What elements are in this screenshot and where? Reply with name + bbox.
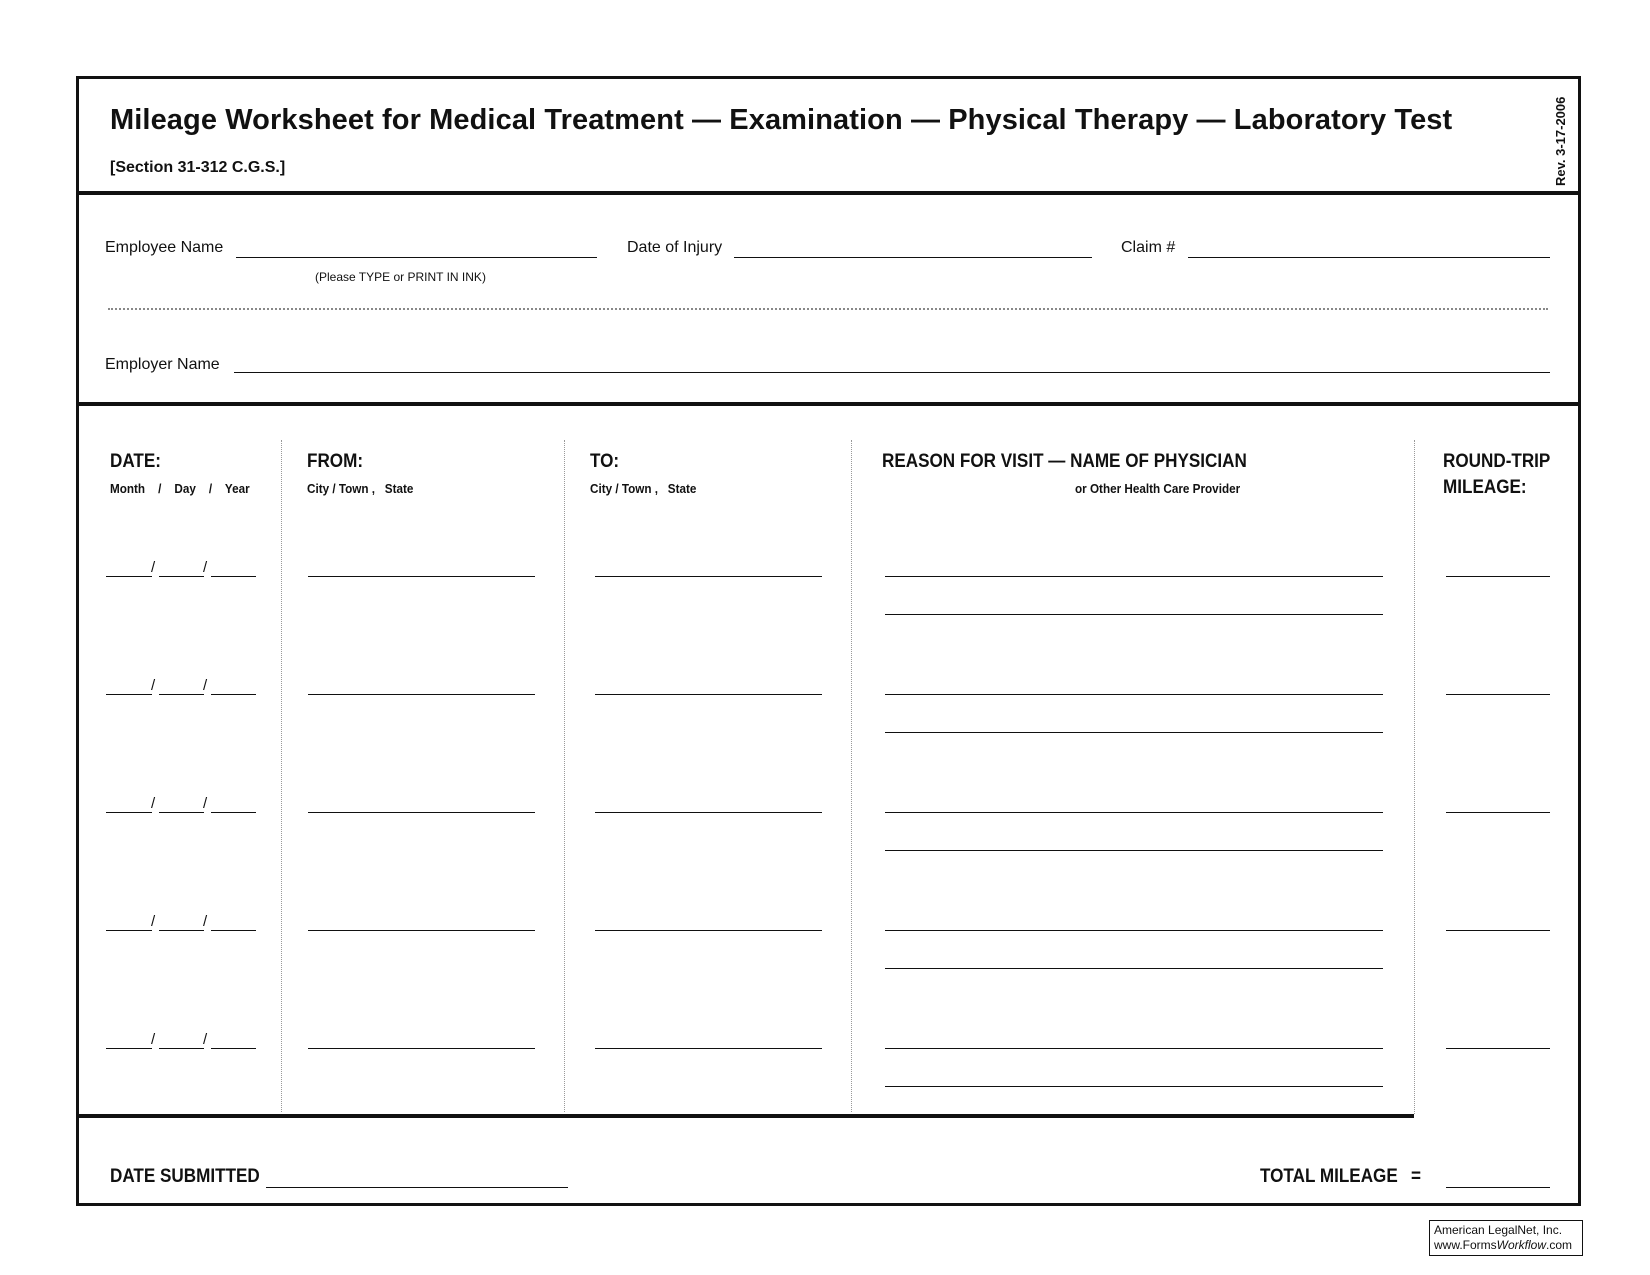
to-column-title: TO: — [590, 451, 620, 472]
form-frame — [76, 76, 1581, 1206]
reason-field-line2[interactable] — [885, 850, 1383, 851]
from-field[interactable] — [308, 694, 535, 695]
reason-field[interactable] — [885, 930, 1383, 931]
from-column-subtitle: City / Town , State — [307, 481, 414, 496]
date-year-field[interactable] — [211, 694, 256, 695]
employer-name-field[interactable] — [234, 372, 1550, 373]
to-field[interactable] — [595, 1048, 822, 1049]
statute-reference: [Section 31-312 C.G.S.] — [110, 159, 286, 176]
date-month-field[interactable] — [106, 694, 152, 695]
url-italic: Workflow — [1496, 1238, 1547, 1252]
reason-field[interactable] — [885, 1048, 1383, 1049]
footer-divider — [76, 1114, 1414, 1118]
to-field[interactable] — [595, 576, 822, 577]
reason-field-line2[interactable] — [885, 1086, 1383, 1087]
date-submitted-field[interactable] — [266, 1187, 568, 1188]
column-separator-from-to — [564, 440, 565, 1112]
date-day-field[interactable] — [159, 1048, 204, 1049]
date-column-subtitle — [110, 481, 250, 496]
from-field[interactable] — [308, 1048, 535, 1049]
column-separator-to-reason — [851, 440, 852, 1112]
to-field[interactable] — [595, 694, 822, 695]
date-day-field[interactable] — [159, 694, 204, 695]
column-separator-reason-mileage — [1414, 440, 1415, 1114]
date-separator: / — [203, 913, 208, 930]
dotted-separator — [108, 308, 1548, 310]
day-label: Day — [174, 481, 196, 496]
total-mileage-field[interactable] — [1446, 1187, 1550, 1188]
date-separator: / — [203, 677, 208, 694]
date-separator: / — [151, 677, 156, 694]
date-column-title: DATE: — [110, 451, 161, 472]
date-separator: / — [151, 559, 156, 576]
date-separator: / — [158, 481, 162, 496]
date-year-field[interactable] — [211, 812, 256, 813]
url-prefix: www.Forms — [1434, 1238, 1497, 1252]
to-column-subtitle: City / Town , State — [590, 481, 697, 496]
date-month-field[interactable] — [106, 1048, 152, 1049]
total-mileage-label: TOTAL MILEAGE — [1260, 1166, 1398, 1187]
round-trip-mileage-field[interactable] — [1446, 812, 1550, 813]
date-year-field[interactable] — [211, 1048, 256, 1049]
date-separator: / — [208, 481, 213, 496]
revision-date: Rev. 3-17-2006 — [1553, 96, 1568, 186]
date-day-field[interactable] — [159, 812, 204, 813]
reason-field[interactable] — [885, 812, 1383, 813]
from-field[interactable] — [308, 930, 535, 931]
date-separator: / — [203, 1031, 208, 1048]
to-field[interactable] — [595, 812, 822, 813]
url-suffix: .com — [1546, 1238, 1573, 1252]
date-separator: / — [151, 1031, 156, 1048]
claim-number-label: Claim # — [1121, 239, 1176, 256]
round-trip-mileage-field[interactable] — [1446, 930, 1550, 931]
year-label: Year — [224, 481, 250, 496]
mileage-column-title-line2: MILEAGE: — [1443, 477, 1527, 498]
equals-sign: = — [1411, 1166, 1421, 1187]
reason-field[interactable] — [885, 694, 1383, 695]
employee-name-label: Employee Name — [105, 239, 224, 256]
reason-field[interactable] — [885, 576, 1383, 577]
mileage-column-title: ROUND-TRIP — [1443, 451, 1551, 472]
reason-field-line2[interactable] — [885, 614, 1383, 615]
publisher-credit — [1429, 1220, 1583, 1256]
date-month-field[interactable] — [106, 812, 152, 813]
date-separator: / — [203, 795, 208, 812]
from-field[interactable] — [308, 576, 535, 577]
fields-divider — [76, 402, 1581, 406]
date-separator: / — [151, 795, 156, 812]
from-column-title: FROM: — [307, 451, 364, 472]
round-trip-mileage-field[interactable] — [1446, 576, 1550, 577]
date-day-field[interactable] — [159, 576, 204, 577]
header-divider — [76, 191, 1581, 195]
reason-field-line2[interactable] — [885, 968, 1383, 969]
reason-column-subtitle: or Other Health Care Provider — [1075, 481, 1241, 496]
date-separator: / — [203, 559, 208, 576]
date-year-field[interactable] — [211, 576, 256, 577]
round-trip-mileage-field[interactable] — [1446, 1048, 1550, 1049]
date-day-field[interactable] — [159, 930, 204, 931]
round-trip-mileage-field[interactable] — [1446, 694, 1550, 695]
date-of-injury-field[interactable] — [734, 257, 1092, 258]
date-month-field[interactable] — [106, 576, 152, 577]
date-year-field[interactable] — [211, 930, 256, 931]
from-field[interactable] — [308, 812, 535, 813]
publisher-url[interactable] — [1434, 1238, 1578, 1253]
employer-name-label: Employer Name — [105, 356, 220, 373]
form-title: Mileage Worksheet for Medical Treatment — Examination — Physical Therapy — Laboratory Test — [110, 104, 1453, 136]
column-separator-date-from — [281, 440, 282, 1112]
date-of-injury-label: Date of Injury — [627, 239, 723, 256]
publisher-name: American LegalNet, Inc. — [1434, 1223, 1563, 1237]
reason-field-line2[interactable] — [885, 732, 1383, 733]
reason-column-title: REASON FOR VISIT — NAME OF PHYSICIAN — [882, 451, 1247, 472]
employee-name-field[interactable] — [236, 257, 597, 258]
employee-name-hint: (Please TYPE or PRINT IN INK) — [315, 270, 486, 284]
date-submitted-label: DATE SUBMITTED — [110, 1166, 260, 1187]
to-field[interactable] — [595, 930, 822, 931]
month-label: Month — [110, 481, 146, 496]
date-month-field[interactable] — [106, 930, 152, 931]
claim-number-field[interactable] — [1188, 257, 1550, 258]
date-separator: / — [151, 913, 156, 930]
